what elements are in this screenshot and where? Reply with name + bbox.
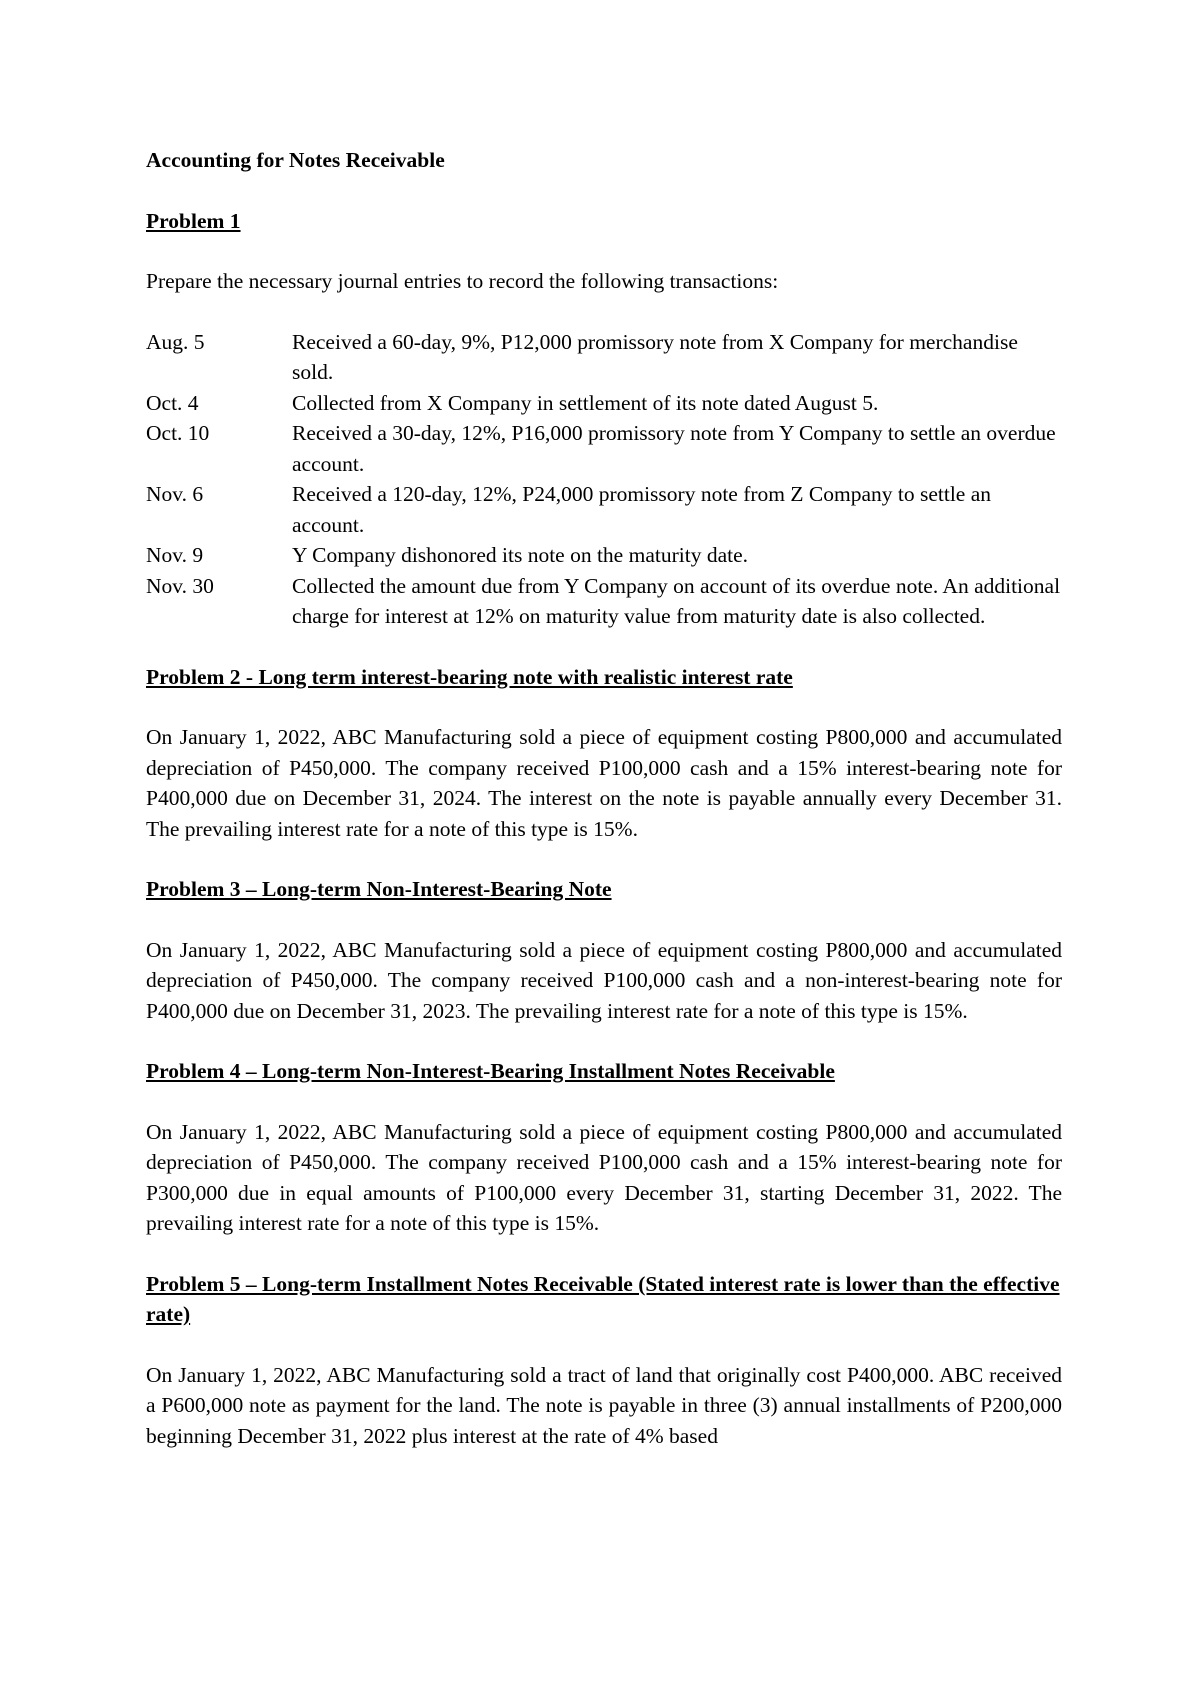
transaction-row (146, 388, 1062, 419)
problem-5-body: On January 1, 2022, ABC Manufacturing sold a tract of land that originally cost P400,000. ABC received a P600,000 note as payment for the land. The note is payable in three (3) annual installments of P200,000 beginning December 31, 2022 plus interest at the rate of 4% based (146, 1362, 1062, 1448)
problem-4-heading: Problem 4 – Long-term Non-Interest-Bearing Installment Notes Receivable (146, 1059, 835, 1083)
problem-3-heading: Problem 3 – Long-term Non-Interest-Bearing Note (146, 877, 612, 901)
transaction-date: Nov. 9 (146, 543, 204, 567)
problem-1-instruction: Prepare the necessary journal entries to record the following transactions: (146, 269, 779, 293)
problem-3-body: On January 1, 2022, ABC Manufacturing sold a piece of equipment costing P800,000 and accumulated depreciation of P450,000. The company received P100,000 cash and a non-interest-bearing note for P400,000 due on December 31, 2023. The prevailing interest rate for a note of this type is 15%. (146, 937, 1062, 1023)
transaction-row (146, 327, 1062, 388)
transaction-date: Oct. 4 (146, 390, 199, 415)
transaction-row (146, 540, 1062, 571)
transaction-description: Collected from X Company in settlement of its note dated August 5. (292, 390, 879, 415)
transaction-date: Nov. 6 (146, 482, 204, 506)
transaction-date: Nov. 30 (146, 573, 214, 598)
transaction-row (146, 418, 1062, 479)
transaction-description: Received a 120-day, 12%, P24,000 promissory note from Z Company to settle an account. (292, 482, 992, 537)
transaction-list (146, 327, 1062, 632)
transaction-date: Oct. 10 (146, 421, 210, 445)
problem-4-body: On January 1, 2022, ABC Manufacturing sold a piece of equipment costing P800,000 and accumulated depreciation of P450,000. The company received P100,000 cash and a 15% interest-bearing note for P300,000 due in equal amounts of P100,000 every December 31, starting December 31, 2022. The prevailing interest rate for a note of this type is 15%. (146, 1119, 1062, 1235)
transaction-row (146, 571, 1062, 632)
document-body (146, 145, 1062, 1481)
transaction-date: Aug. 5 (146, 329, 205, 354)
problem-2-body: On January 1, 2022, ABC Manufacturing sold a piece of equipment costing P800,000 and accumulated depreciation of P450,000. The company received P100,000 cash and a 15% interest-bearing note for P400,000 due on December 31, 2024. The interest on the note is payable annually every December 31. The prevailing interest rate for a note of this type is 15%. (146, 725, 1062, 841)
transaction-description: Y Company dishonored its note on the maturity date. (292, 543, 749, 567)
document-title: Accounting for Notes Receivable (146, 148, 445, 172)
problem-1-heading: Problem 1 (146, 208, 241, 233)
transaction-description: Collected the amount due from Y Company on account of its overdue note. An additional charge for interest at 12% on maturity value from maturity date is also collected. (292, 573, 1061, 628)
transaction-row (146, 479, 1062, 540)
transaction-description: Received a 60-day, 9%, P12,000 promissory note from X Company for merchandise sold. (292, 329, 1018, 384)
transaction-description: Received a 30-day, 12%, P16,000 promissory note from Y Company to settle an overdue account. (292, 421, 1056, 476)
problem-2-heading: Problem 2 - Long term interest-bearing note with realistic interest rate (146, 664, 793, 689)
problem-5-heading: Problem 5 – Long-term Installment Notes Receivable (Stated interest rate is lower than the effective rate) (146, 1271, 1060, 1326)
